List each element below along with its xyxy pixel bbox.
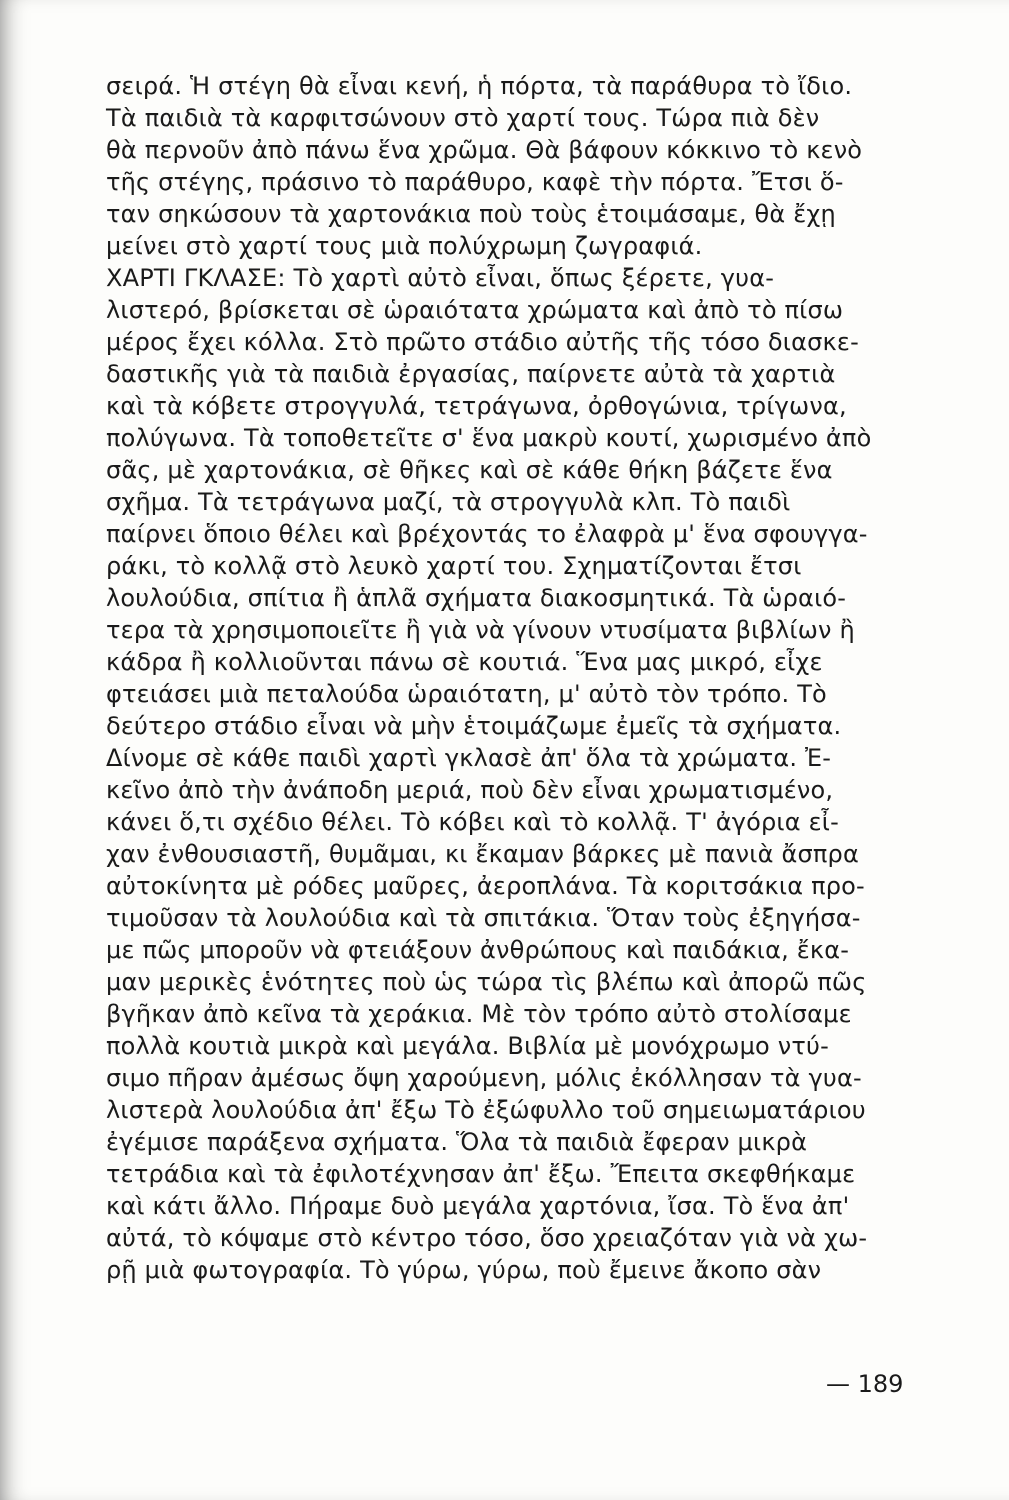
text-line: λιστερὰ λουλούδια ἀπ' ἔξω Τὸ ἐξώφυλλο τοῦ σημειωματάριου — [106, 1096, 866, 1124]
page-number: — 189 — [826, 1370, 904, 1398]
text-line: κάνει ὅ,τι σχέδιο θέλει. Τὸ κόβει καὶ τὸ κολλᾷ. Τ' ἀγόρια εἶ- — [106, 808, 839, 836]
text-line: κάδρα ἢ κολλιοῦνται πάνω σὲ κουτιά. Ἕνα μας μικρό, εἶχε — [106, 648, 823, 676]
text-line: φτειάσει μιὰ πεταλούδα ὡραιότατη, μ' αὐτὸ τὸν τρόπο. Τὸ — [106, 680, 827, 708]
text-line: καὶ κάτι ἄλλο. Πήραμε δυὸ μεγάλα χαρτόνια, ἴσα. Τὸ ἕνα ἀπ' — [106, 1192, 850, 1220]
text-line: μέρος ἔχει κόλλα. Στὸ πρῶτο στάδιο αὐτῆς τῆς τόσο διασκε- — [106, 328, 859, 356]
text-line: τιμοῦσαν τὰ λουλούδια καὶ τὰ σπιτάκια. Ὅταν τοὺς ἐξηγήσα- — [106, 904, 861, 932]
text-line: τῆς στέγης, πράσινο τὸ παράθυρο, καφὲ τὴν πόρτα. Ἔτσι ὅ- — [106, 168, 844, 196]
text-line: πολλὰ κουτιὰ μικρὰ καὶ μεγάλα. Βιβλία μὲ μονόχρωμο ντύ- — [106, 1032, 829, 1060]
text-line: με πῶς μποροῦν νὰ φτειάξουν ἀνθρώπους καὶ παιδάκια, ἔκα- — [106, 936, 850, 964]
text-line: λουλούδια, σπίτια ἢ ἁπλᾶ σχήματα διακοσμητικά. Τὰ ὡραιό- — [106, 584, 847, 612]
text-line: ΧΑΡΤΙ ΓΚΛΑΣΕ: Τὸ χαρτὶ αὐτὸ εἶναι, ὅπως ξέρετε, γυα- — [106, 264, 775, 292]
text-line: Δίνομε σὲ κάθε παιδὶ χαρτὶ γκλασὲ ἀπ' ὅλα τὰ χρώματα. Ἐ- — [106, 744, 832, 772]
text-line: παίρνει ὅποιο θέλει καὶ βρέχοντάς το ἐλαφρὰ μ' ἕνα σφουγγα- — [106, 520, 868, 548]
text-line: ράκι, τὸ κολλᾷ στὸ λευκὸ χαρτί του. Σχηματίζονται ἔτσι — [106, 552, 802, 580]
text-line: πολύγωνα. Τὰ τοποθετεῖτε σ' ἕνα μακρὺ κουτί, χωρισμένο ἀπὸ — [106, 424, 872, 452]
text-line: Τὰ παιδιὰ τὰ καρφιτσώνουν στὸ χαρτί τους. Τώρα πιὰ δὲν — [106, 104, 820, 132]
text-line: καὶ τὰ κόβετε στρογγυλά, τετράγωνα, ὀρθογώνια, τρίγωνα, — [106, 392, 847, 420]
text-line: αὐτά, τὸ κόψαμε στὸ κέντρο τόσο, ὅσο χρειαζόταν γιὰ νὰ χω- — [106, 1224, 868, 1252]
text-line: λιστερό, βρίσκεται σὲ ὡραιότατα χρώματα καὶ ἀπὸ τὸ πίσω — [106, 296, 844, 324]
body-text — [106, 70, 916, 1286]
text-line: μαν μερικὲς ἑνότητες ποὺ ὡς τώρα τὶς βλέπω καὶ ἀπορῶ πῶς — [106, 968, 867, 996]
text-line: δαστικῆς γιὰ τὰ παιδιὰ ἐργασίας, παίρνετε αὐτὰ τὰ χαρτιὰ — [106, 360, 836, 388]
text-line: τερα τὰ χρησιμοποιεῖτε ἢ γιὰ νὰ γίνουν ντυσίματα βιβλίων ἢ — [106, 616, 855, 644]
text-line: ταν σηκώσουν τὰ χαρτονάκια ποὺ τοὺς ἑτοιμάσαμε, θὰ ἔχῃ — [106, 200, 836, 228]
text-line: ἐγέμισε παράξενα σχήματα. Ὅλα τὰ παιδιὰ ἔφεραν μικρὰ — [106, 1128, 808, 1156]
text-line: δεύτερο στάδιο εἶναι νὰ μὴν ἑτοιμάζωμε ἐμεῖς τὰ σχήματα. — [106, 712, 842, 740]
text-line: σειρά. Ἡ στέγη θὰ εἶναι κενή, ἡ πόρτα, τὰ παράθυρα τὸ ἴδιο. — [106, 72, 853, 100]
text-line: θὰ περνοῦν ἀπὸ πάνω ἕνα χρῶμα. Θὰ βάφουν κόκκινο τὸ κενὸ — [106, 136, 863, 164]
text-line: αὐτοκίνητα μὲ ρόδες μαῦρες, ἀεροπλάνα. Τὰ κοριτσάκια προ- — [106, 872, 865, 900]
text-line: τετράδια καὶ τὰ ἐφιλοτέχνησαν ἀπ' ἔξω. Ἔπειτα σκεφθήκαμε — [106, 1160, 856, 1188]
text-line: βγῆκαν ἀπὸ κεῖνα τὰ χεράκια. Μὲ τὸν τρόπο αὐτὸ στολίσαμε — [106, 1000, 852, 1028]
text-line: ρῇ μιὰ φωτογραφία. Τὸ γύρω, γύρω, ποὺ ἔμεινε ἄκοπο σὰν — [106, 1256, 822, 1284]
text-line: κεῖνο ἀπὸ τὴν ἀνάποδη μεριά, ποὺ δὲν εἶναι χρωματισμένο, — [106, 776, 834, 804]
text-line: σχῆμα. Τὰ τετράγωνα μαζί, τὰ στρογγυλὰ κλπ. Τὸ παιδὶ — [106, 488, 791, 516]
text-line: σιμο πῆραν ἀμέσως ὄψη χαρούμενη, μόλις ἐκόλλησαν τὰ γυα- — [106, 1064, 862, 1092]
text-line: χαν ἐνθουσιαστῆ, θυμᾶμαι, κι ἔκαμαν βάρκες μὲ πανιὰ ἄσπρα — [106, 840, 859, 868]
text-line: σᾶς, μὲ χαρτονάκια, σὲ θῆκες καὶ σὲ κάθε θήκη βάζετε ἕνα — [106, 456, 833, 484]
text-line: μείνει στὸ χαρτί τους μιὰ πολύχρωμη ζωγραφιά. — [106, 232, 703, 260]
